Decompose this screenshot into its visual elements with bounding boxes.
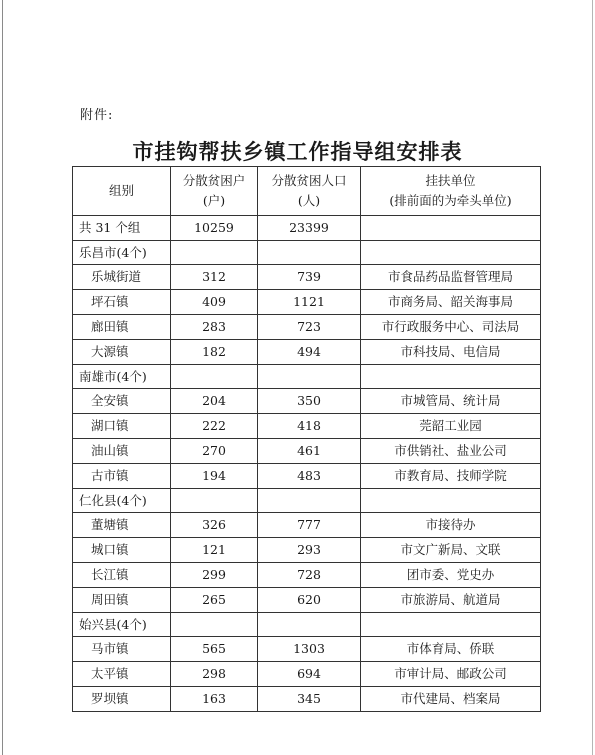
assignment-table xyxy=(72,166,541,712)
town-units: 市商务局、韶关海事局 xyxy=(361,290,541,315)
table-row xyxy=(73,439,541,464)
town-population: 1121 xyxy=(258,290,361,315)
town-units: 莞韶工业园 xyxy=(361,414,541,439)
header-households xyxy=(171,167,258,216)
town-units: 市旅游局、航道局 xyxy=(361,588,541,613)
table-header xyxy=(73,167,541,216)
total-units xyxy=(361,216,541,241)
county-row xyxy=(73,365,541,389)
header-units-line2: (排前面的为牵头单位) xyxy=(389,193,512,208)
town-name: 大源镇 xyxy=(73,340,171,365)
header-households-line2: (户) xyxy=(202,193,226,208)
header-group-text: 组别 xyxy=(108,183,134,198)
table-row xyxy=(73,513,541,538)
town-name: 古市镇 xyxy=(73,464,171,489)
town-households: 270 xyxy=(171,439,258,464)
header-row xyxy=(73,167,541,216)
town-population: 777 xyxy=(258,513,361,538)
county-households-empty xyxy=(171,613,258,637)
town-population: 739 xyxy=(258,265,361,290)
town-name: 油山镇 xyxy=(73,439,171,464)
table-row xyxy=(73,588,541,613)
header-units-line1: 挂扶单位 xyxy=(425,173,476,188)
town-units: 市供销社、盐业公司 xyxy=(361,439,541,464)
table-row xyxy=(73,340,541,365)
table-row xyxy=(73,290,541,315)
town-units: 市科技局、电信局 xyxy=(361,340,541,365)
town-name: 全安镇 xyxy=(73,389,171,414)
town-households: 299 xyxy=(171,563,258,588)
header-population-line2: (人) xyxy=(297,193,321,208)
town-name: 廊田镇 xyxy=(73,315,171,340)
total-households: 10259 xyxy=(171,216,258,241)
town-households: 565 xyxy=(171,637,258,662)
county-name: 乐昌市(4个) xyxy=(73,241,171,265)
town-units: 市食品药品监督管理局 xyxy=(361,265,541,290)
town-name: 周田镇 xyxy=(73,588,171,613)
table-row xyxy=(73,414,541,439)
town-households: 298 xyxy=(171,662,258,687)
page-edge-left xyxy=(2,0,3,755)
town-population: 418 xyxy=(258,414,361,439)
town-population: 483 xyxy=(258,464,361,489)
town-population: 728 xyxy=(258,563,361,588)
header-group xyxy=(73,167,171,216)
town-name: 罗坝镇 xyxy=(73,687,171,712)
county-row xyxy=(73,241,541,265)
town-population: 723 xyxy=(258,315,361,340)
town-households: 163 xyxy=(171,687,258,712)
table-row xyxy=(73,538,541,563)
town-units: 市代建局、档案局 xyxy=(361,687,541,712)
town-units: 市体育局、侨联 xyxy=(361,637,541,662)
town-name: 马市镇 xyxy=(73,637,171,662)
table-row xyxy=(73,637,541,662)
town-name: 乐城街道 xyxy=(73,265,171,290)
county-units-empty xyxy=(361,365,541,389)
town-population: 293 xyxy=(258,538,361,563)
town-name: 坪石镇 xyxy=(73,290,171,315)
town-population: 694 xyxy=(258,662,361,687)
town-population: 1303 xyxy=(258,637,361,662)
table-row xyxy=(73,389,541,414)
town-name: 长江镇 xyxy=(73,563,171,588)
table-row xyxy=(73,464,541,489)
town-population: 461 xyxy=(258,439,361,464)
county-name: 南雄市(4个) xyxy=(73,365,171,389)
county-population-empty xyxy=(258,241,361,265)
town-name: 湖口镇 xyxy=(73,414,171,439)
attachment-label: 附件: xyxy=(80,108,114,123)
town-units: 团市委、党史办 xyxy=(361,563,541,588)
table-row xyxy=(73,662,541,687)
town-name: 董塘镇 xyxy=(73,513,171,538)
town-units: 市文广新局、文联 xyxy=(361,538,541,563)
county-households-empty xyxy=(171,365,258,389)
total-label: 共 31 个组 xyxy=(73,216,171,241)
header-population xyxy=(258,167,361,216)
county-row xyxy=(73,613,541,637)
town-households: 121 xyxy=(171,538,258,563)
header-population-line1: 分散贫困人口 xyxy=(271,173,347,188)
county-units-empty xyxy=(361,489,541,513)
total-row xyxy=(73,216,541,241)
county-population-empty xyxy=(258,613,361,637)
county-name: 仁化县(4个) xyxy=(73,489,171,513)
town-units: 市城管局、统计局 xyxy=(361,389,541,414)
town-units: 市接待办 xyxy=(361,513,541,538)
town-population: 350 xyxy=(258,389,361,414)
town-households: 326 xyxy=(171,513,258,538)
town-households: 222 xyxy=(171,414,258,439)
county-units-empty xyxy=(361,613,541,637)
town-households: 204 xyxy=(171,389,258,414)
header-units xyxy=(361,167,541,216)
table-row xyxy=(73,563,541,588)
town-population: 620 xyxy=(258,588,361,613)
town-households: 283 xyxy=(171,315,258,340)
county-row xyxy=(73,489,541,513)
county-units-empty xyxy=(361,241,541,265)
county-name: 始兴县(4个) xyxy=(73,613,171,637)
town-households: 194 xyxy=(171,464,258,489)
town-population: 494 xyxy=(258,340,361,365)
table-row xyxy=(73,687,541,712)
town-name: 太平镇 xyxy=(73,662,171,687)
town-households: 182 xyxy=(171,340,258,365)
town-units: 市行政服务中心、司法局 xyxy=(361,315,541,340)
table-row xyxy=(73,315,541,340)
county-population-empty xyxy=(258,365,361,389)
county-households-empty xyxy=(171,489,258,513)
town-name: 城口镇 xyxy=(73,538,171,563)
town-population: 345 xyxy=(258,687,361,712)
town-units: 市审计局、邮政公司 xyxy=(361,662,541,687)
table-body xyxy=(73,216,541,712)
total-population: 23399 xyxy=(258,216,361,241)
county-households-empty xyxy=(171,241,258,265)
town-households: 409 xyxy=(171,290,258,315)
table-row xyxy=(73,265,541,290)
page-edge-right xyxy=(592,0,593,755)
header-households-line1: 分散贫困户 xyxy=(182,173,246,188)
page-title: 市挂钩帮扶乡镇工作指导组安排表 xyxy=(132,140,463,164)
town-units: 市教育局、技师学院 xyxy=(361,464,541,489)
town-households: 312 xyxy=(171,265,258,290)
county-population-empty xyxy=(258,489,361,513)
town-households: 265 xyxy=(171,588,258,613)
